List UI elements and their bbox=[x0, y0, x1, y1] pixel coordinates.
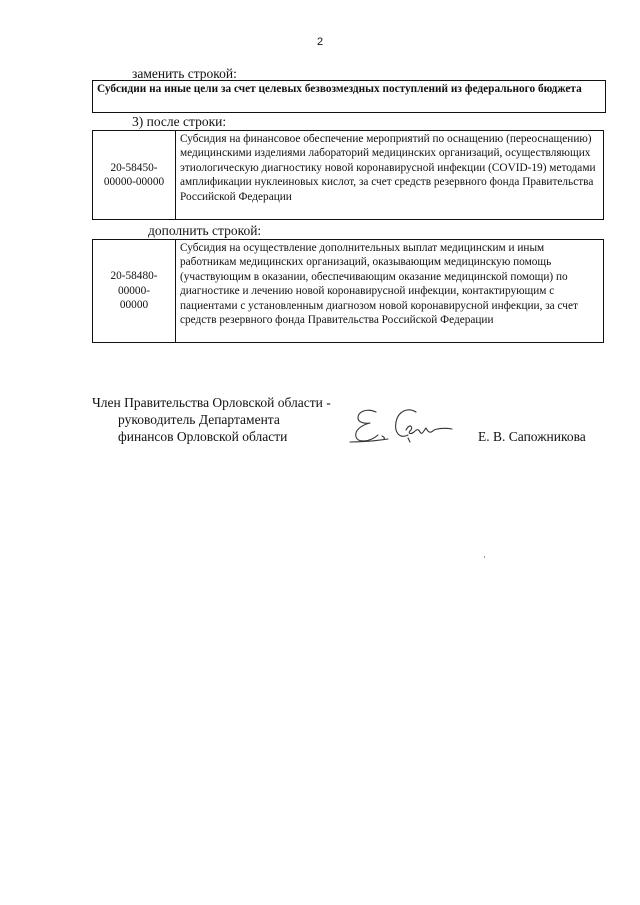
after-row-text: Субсидия на финансовое обеспечение мероприятий по оснащению (переоснащению) медицинскими изделиями лабораторий медицинских организаций, осуществляющих этиологическую диагностику новой коронавирусной инфекции (COVID-19) методами амплификации нуклеиновых кислот, за счет средств резервного фонда Правительства Российской Федерации bbox=[176, 131, 604, 220]
table-row bbox=[93, 131, 604, 220]
supplement-label: дополнить строкой: bbox=[148, 223, 262, 238]
supplement-row-text: Субсидия на осуществление дополнительных выплат медицинским и иным работникам медицинских организаций, оказывающим медицинскую помощь (участвующим в оказании, обеспечивающим оказание медицинской помощи) по диагностике и лечению новой коронавирусной инфекции, контактирующим с пациентами с установленным диагнозом новой коронавирусной инфекции, за счет средств резервного фонда Правительства Российской Федерации bbox=[176, 240, 604, 343]
page-number: 2 bbox=[316, 36, 324, 48]
replace-label: заменить строкой: bbox=[132, 66, 237, 81]
scan-speck bbox=[484, 556, 485, 558]
after-label: 3) после строки: bbox=[132, 114, 227, 129]
table-row bbox=[93, 240, 604, 343]
signatory-position-line2: руководитель Департамента bbox=[118, 412, 280, 427]
signatory-position-line3: финансов Орловской области bbox=[118, 429, 288, 444]
replace-row-text: Субсидии на иные цели за счет целевых безвозмездных поступлений из федерального бюджета bbox=[92, 80, 606, 113]
after-row-table bbox=[92, 130, 604, 220]
signatory-position-line1: Член Правительства Орловской области - bbox=[92, 395, 331, 410]
handwritten-signature bbox=[344, 402, 456, 450]
supplement-row-code: 20-58480- 00000- 00000 bbox=[93, 240, 176, 343]
supplement-row-table bbox=[92, 239, 604, 343]
after-row-code: 20-58450- 00000-00000 bbox=[93, 131, 176, 220]
signatory-name: Е. В. Сапожникова bbox=[478, 429, 586, 444]
